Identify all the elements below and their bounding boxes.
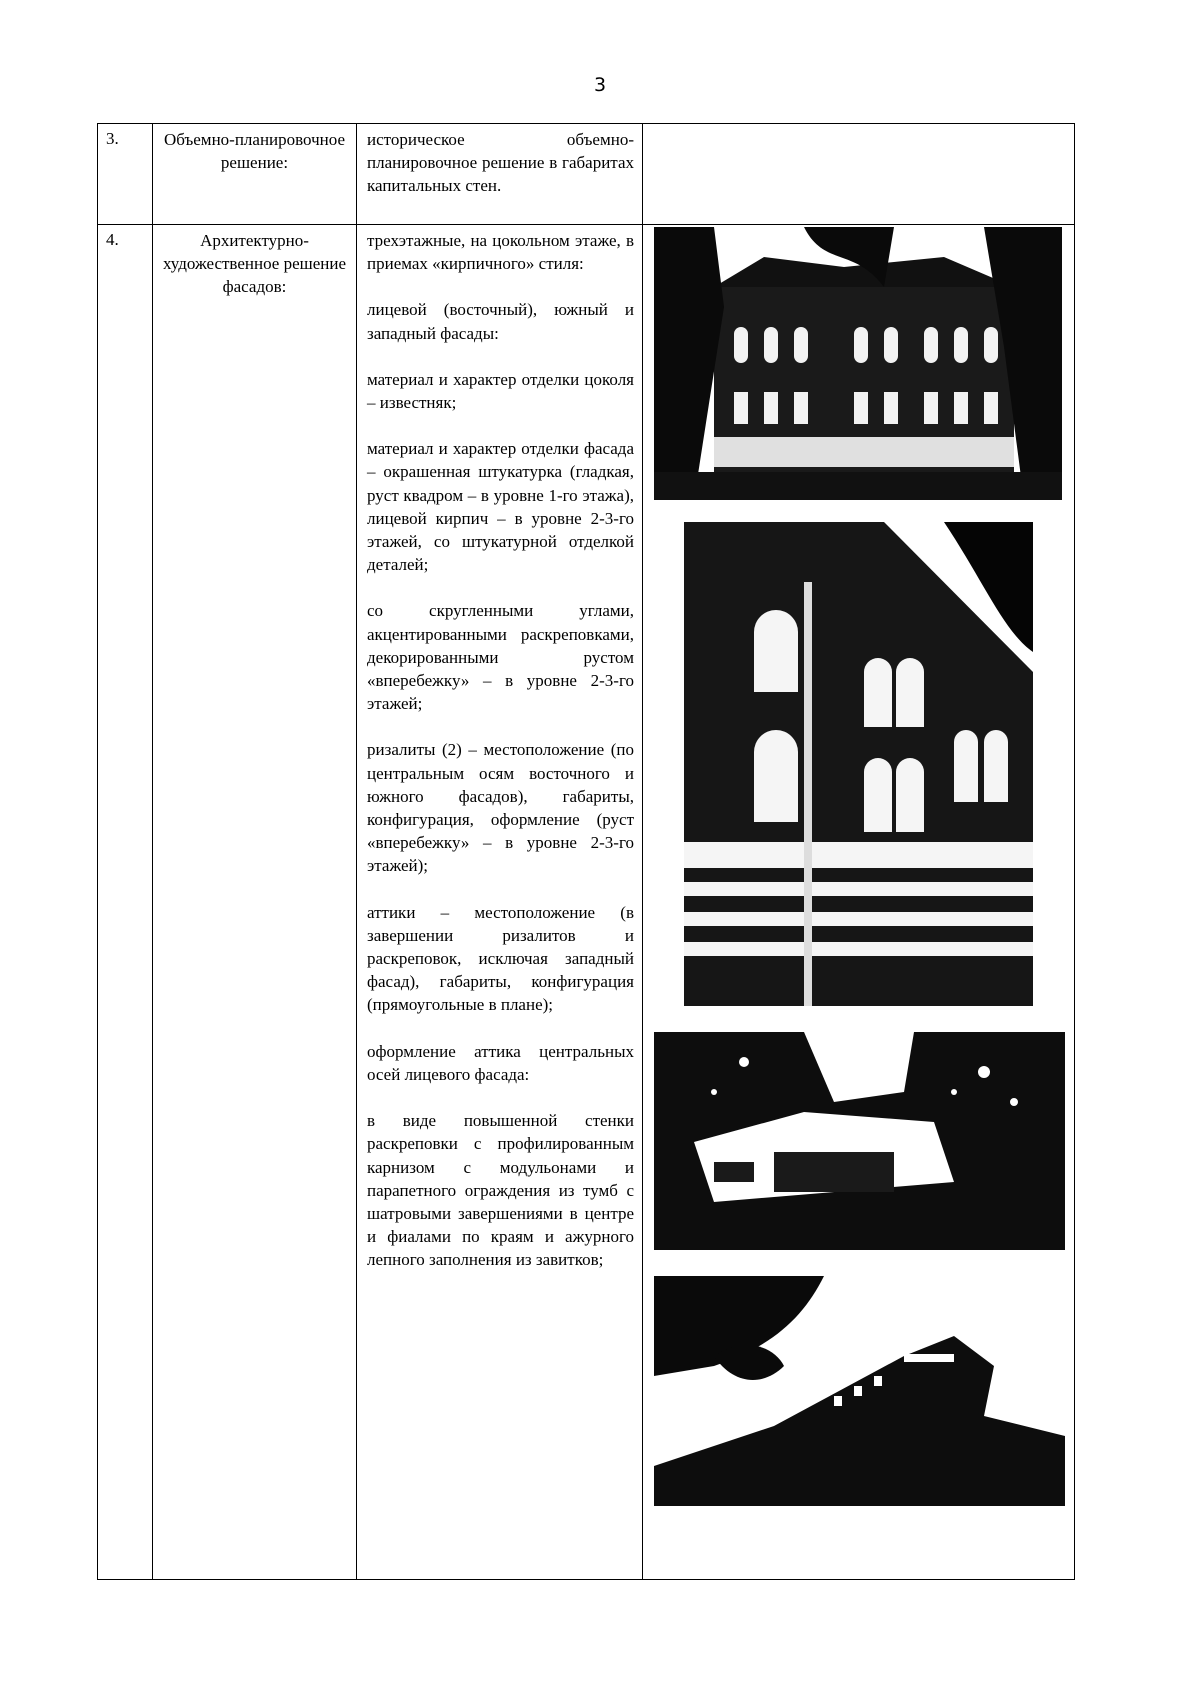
description-paragraph: оформление аттика центральных осей лицевого фасада:: [367, 1041, 634, 1084]
description-paragraph: трехэтажные, на цокольном этаже, в приемах «кирпичного» стиля:: [367, 231, 634, 274]
page-number: 3: [593, 74, 607, 96]
row-description-cell: [357, 124, 643, 225]
description-paragraph: материал и характер отделки цоколя – известняк;: [367, 369, 634, 413]
row-number: 3.: [106, 129, 119, 148]
description-paragraph: со скругленными углами, акцентированными раскреповками, декорированными рустом «вперебежку» – в уровне 2-3-го этажей;: [367, 601, 634, 714]
row-description-cell: [357, 225, 643, 1580]
table-row: [98, 225, 1075, 1580]
row-number-cell: [98, 124, 153, 225]
description-paragraph: ризалиты (2) – местоположение (по центральным осям восточного и южного фасадов), габариты, конфигурация, оформление (руст «вперебежку» – в уровне 2-3-го этажей);: [367, 740, 634, 876]
row-label: Объемно-планировочное решение:: [163, 130, 346, 172]
building-photo-2: [684, 522, 1033, 1006]
description-paragraph: материал и характер отделки фасада – окрашенная штукатурка (гладкая, руст квадром – в уровне 1-го этажа), лицевой кирпич – в уровне 2-3-го этажей, со штукатурной отделкой деталей;: [367, 439, 634, 575]
facade-table: [97, 123, 1075, 1580]
row-label-cell: [153, 225, 357, 1580]
building-photo-3: [654, 1032, 1065, 1250]
building-photo-1: [654, 227, 1062, 500]
row-label-cell: [153, 124, 357, 225]
row-number-cell: [98, 225, 153, 1580]
description-paragraph: лицевой (восточный), южный и западный фасады:: [367, 300, 634, 343]
description-paragraph: историческое объемно-планировочное решение в габаритах капитальных стен.: [367, 130, 634, 196]
building-photo-4: [654, 1276, 1065, 1506]
row-photo-cell: [643, 124, 1075, 225]
row-label: Архитектурно-художественное решение фасадов:: [162, 231, 347, 296]
description-paragraph: аттики – местоположение (в завершении ризалитов и раскреповок, исключая западный фасад), габариты, конфигурация (прямоугольные в плане);: [367, 902, 634, 1015]
row-photo-cell: [643, 225, 1075, 1580]
description-paragraph: в виде повышенной стенки раскреповки с профилированным карнизом с модульонами и парапетного ограждения из тумб с шатровыми завершениями в центре и фиалами по краям и ажурного лепного заполнения из завитков;: [367, 1111, 634, 1270]
row-number: 4.: [106, 230, 119, 249]
table-row: [98, 124, 1075, 225]
